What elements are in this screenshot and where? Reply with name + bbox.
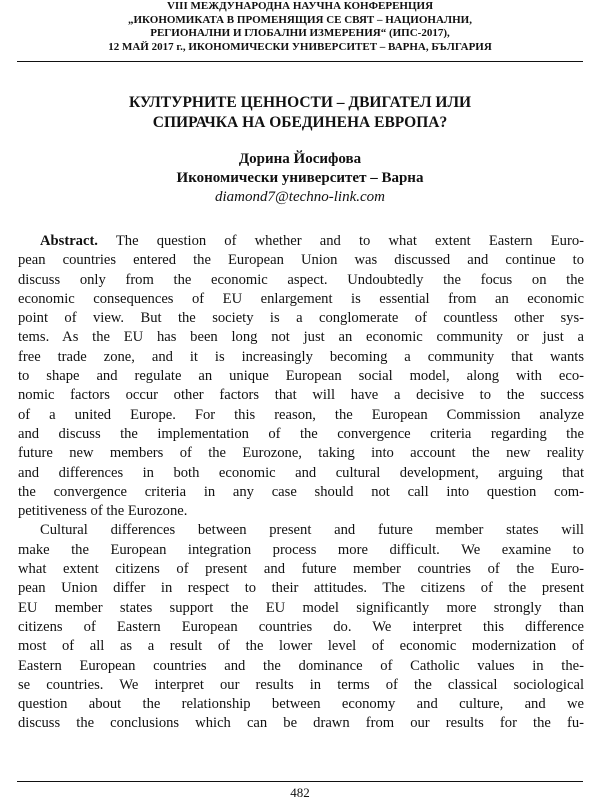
abstract-line-text: The question of whether and to what extent Eastern Euro- — [97, 233, 584, 249]
abstract-line — [18, 232, 584, 251]
paragraph-line: discuss the conclusions which can be drawn from our results for the fu- — [18, 715, 584, 732]
author-affiliation: Икономически университет – Варна — [176, 170, 424, 186]
conference-header-line-2: „ИКОНОМИКАТА В ПРОМЕНЯЩИЯ СЕ СВЯТ – НАЦИОНАЛНИ, — [128, 13, 472, 26]
paragraph-line: se countries. We interpret our results in terms of the classical sociological — [18, 676, 584, 693]
paper-title-line-2: СПИРАЧКА НА ОБЕДИНЕНА ЕВРОПА? — [152, 114, 448, 131]
abstract-line: discuss only from the economic aspect. Undoubtedly the focus on the — [18, 271, 584, 288]
abstract-line: the convergence criteria in any case should not call into question com- — [18, 483, 584, 500]
conference-header-line-3: РЕГИОНАЛНИ И ГЛОБАЛНИ ИЗМЕРЕНИЯ“ (ИПС-2017), — [150, 27, 450, 39]
paragraph-line: what extent citizens of present and future member countries of the Euro- — [18, 561, 584, 578]
author-block — [0, 150, 600, 207]
abstract-line: and differences in both economic and cultural development, arguing that — [18, 464, 584, 481]
conference-header — [0, 0, 600, 54]
author-email[interactable]: diamond7@techno-link.com — [214, 189, 385, 205]
paragraph-line: Eastern European countries and the dominance of Catholic values in the- — [18, 657, 584, 674]
abstract-line: petitiveness of the Eurozone. — [18, 503, 188, 520]
paragraph-line: Cultural differences between present and future member states will — [40, 522, 584, 539]
footer-divider — [17, 781, 583, 782]
paper-title — [0, 93, 600, 133]
paragraph-line: citizens of Eastern European countries do. We interpret this difference — [18, 618, 584, 635]
abstract-line: to shape and regulate an unique European social model, along with eco- — [18, 368, 584, 385]
abstract-line: nomic factors occur other factors that will have a decisive to the success — [18, 387, 584, 404]
paragraph-line: most of all as a result of the lower level of economic modernization of — [18, 638, 584, 655]
paragraph-line: question about the relationship between economy and culture, and we — [18, 696, 584, 713]
abstract-line: pean countries entered the European Union was discussed and continue to — [18, 252, 584, 269]
paragraph-line: make the European integration process more difficult. We examine to — [18, 541, 584, 558]
abstract-line: and discuss the implementation of the convergence criteria regarding the — [18, 425, 584, 442]
paragraph-line: EU member states support the EU model significantly more strongly than — [18, 599, 584, 616]
conference-header-line-4: 12 МАЙ 2017 г., ИКОНОМИЧЕСКИ УНИВЕРСИТЕТ – ВАРНА, БЪЛГАРИЯ — [108, 40, 492, 53]
abstract-line: free trade zone, and it is increasingly becoming a community that wants — [18, 348, 584, 365]
paragraph-line: pean Union differ in respect to their attitudes. The citizens of the present — [18, 580, 584, 597]
abstract-line: tems. As the EU has been long not just an economic community or just a — [18, 329, 584, 346]
conference-header-line-1: VIII МЕЖДУНАРОДНА НАУЧНА КОНФЕРЕНЦИЯ — [166, 0, 434, 12]
abstract-line: point of view. But the society is a conglomerate of countless other sys- — [18, 310, 584, 327]
abstract-line: economic consequences of EU enlargement is essential from an economic — [18, 290, 584, 307]
author-name: Дорина Йосифова — [238, 151, 362, 167]
header-divider — [17, 61, 583, 62]
abstract-label: Abstract. — [40, 233, 98, 249]
abstract-line: of a united Europe. For this reason, the European Commission analyze — [18, 406, 584, 423]
page-number: 482 — [290, 785, 310, 800]
abstract-line: future new members of the Eurozone, taking into account the new reality — [18, 445, 584, 462]
paper-title-line-1: КУЛТУРНИТЕ ЦЕННОСТИ – ДВИГАТЕЛ ИЛИ — [128, 94, 472, 111]
abstract-body — [18, 232, 584, 734]
